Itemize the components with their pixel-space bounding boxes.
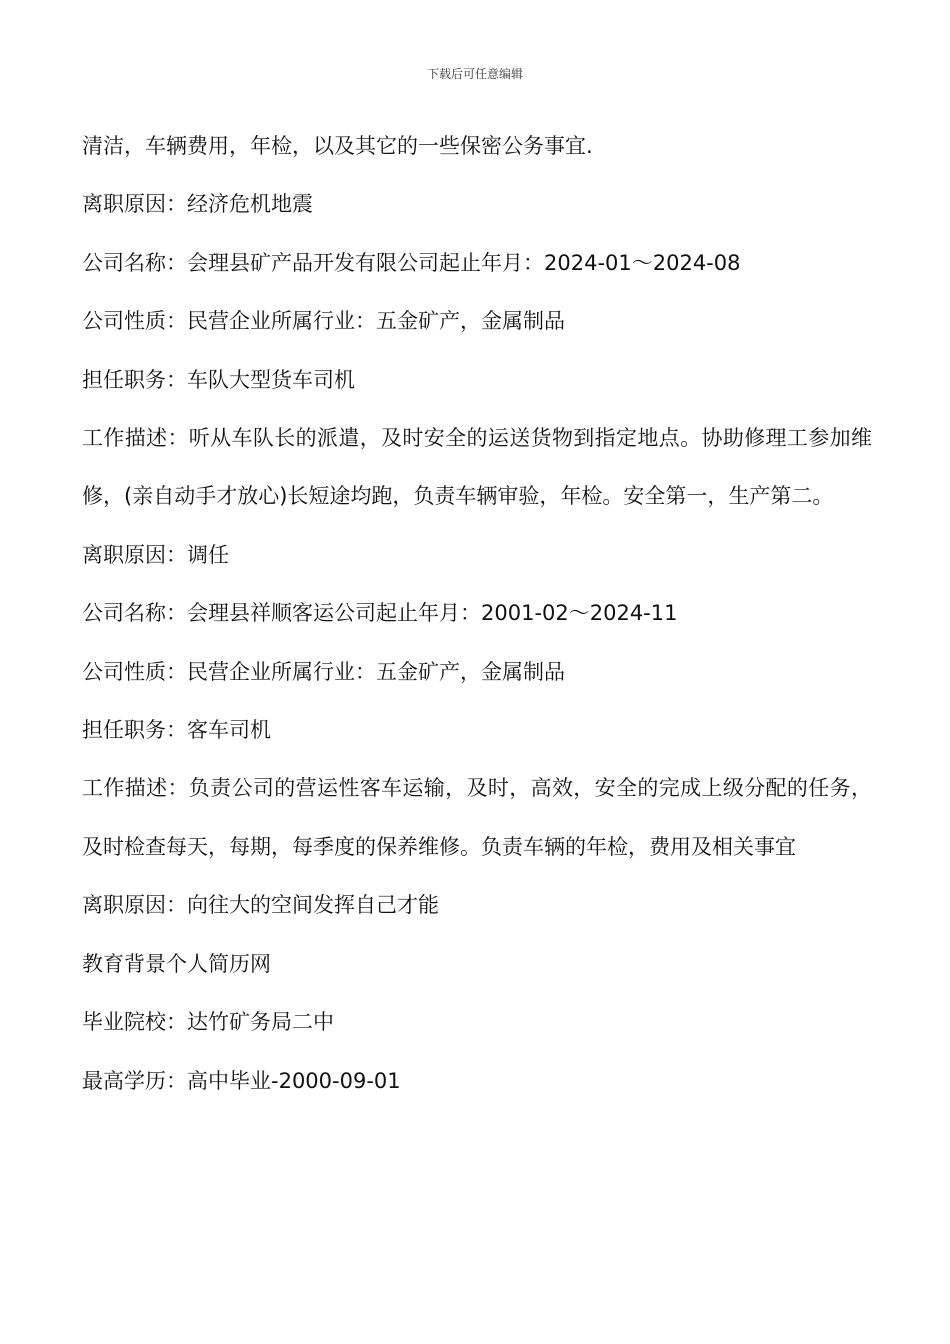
document-body	[82, 117, 872, 1110]
page-header-note: 下载后可任意编辑	[426, 67, 523, 81]
text-line-leave-reason-1: 离职原因：经济危机地震	[82, 192, 313, 217]
text-line-company-type-2: 公司性质：民营企业所属行业：五金矿产，金属制品	[82, 659, 565, 684]
text-line-company-name-1: 公司名称：会理县矿产品开发有限公司起止年月：2024-01～2024-08	[82, 250, 741, 275]
text-paragraph-job-description-1: 工作描述：听从车队长的派遣，及时安全的运送货物到指定地点。协助修理工参加维修，(亲自动手才放心)长短途均跑，负责车辆审验，年检。安全第一，生产第二。	[82, 426, 872, 509]
text-line-company-type-1: 公司性质：民营企业所属行业：五金矿产，金属制品	[82, 309, 565, 334]
text-paragraph-job-description-2: 工作描述：负责公司的营运性客车运输，及时，高效，安全的完成上级分配的任务，及时检查每天，每期，每季度的保养维修。负责车辆的年检，费用及相关事宜	[82, 776, 872, 859]
text-line-cleaning-duties: 清洁，车辆费用，年检，以及其它的一些保密公务事宜.	[82, 134, 593, 158]
text-line-highest-degree: 最高学历：高中毕业-2000-09-01	[82, 1068, 401, 1093]
text-line-school: 毕业院校：达竹矿务局二中	[82, 1010, 334, 1035]
text-line-leave-reason-3: 离职原因：向往大的空间发挥自己才能	[82, 893, 439, 918]
text-line-position-1: 担任职务：车队大型货车司机	[82, 367, 355, 392]
text-line-leave-reason-2: 离职原因：调任	[82, 542, 229, 567]
text-line-position-2: 担任职务：客车司机	[82, 718, 271, 743]
text-line-company-name-2: 公司名称：会理县祥顺客运公司起止年月：2001-02～2024-11	[82, 601, 678, 626]
text-line-education-heading: 教育背景个人简历网	[82, 951, 271, 976]
